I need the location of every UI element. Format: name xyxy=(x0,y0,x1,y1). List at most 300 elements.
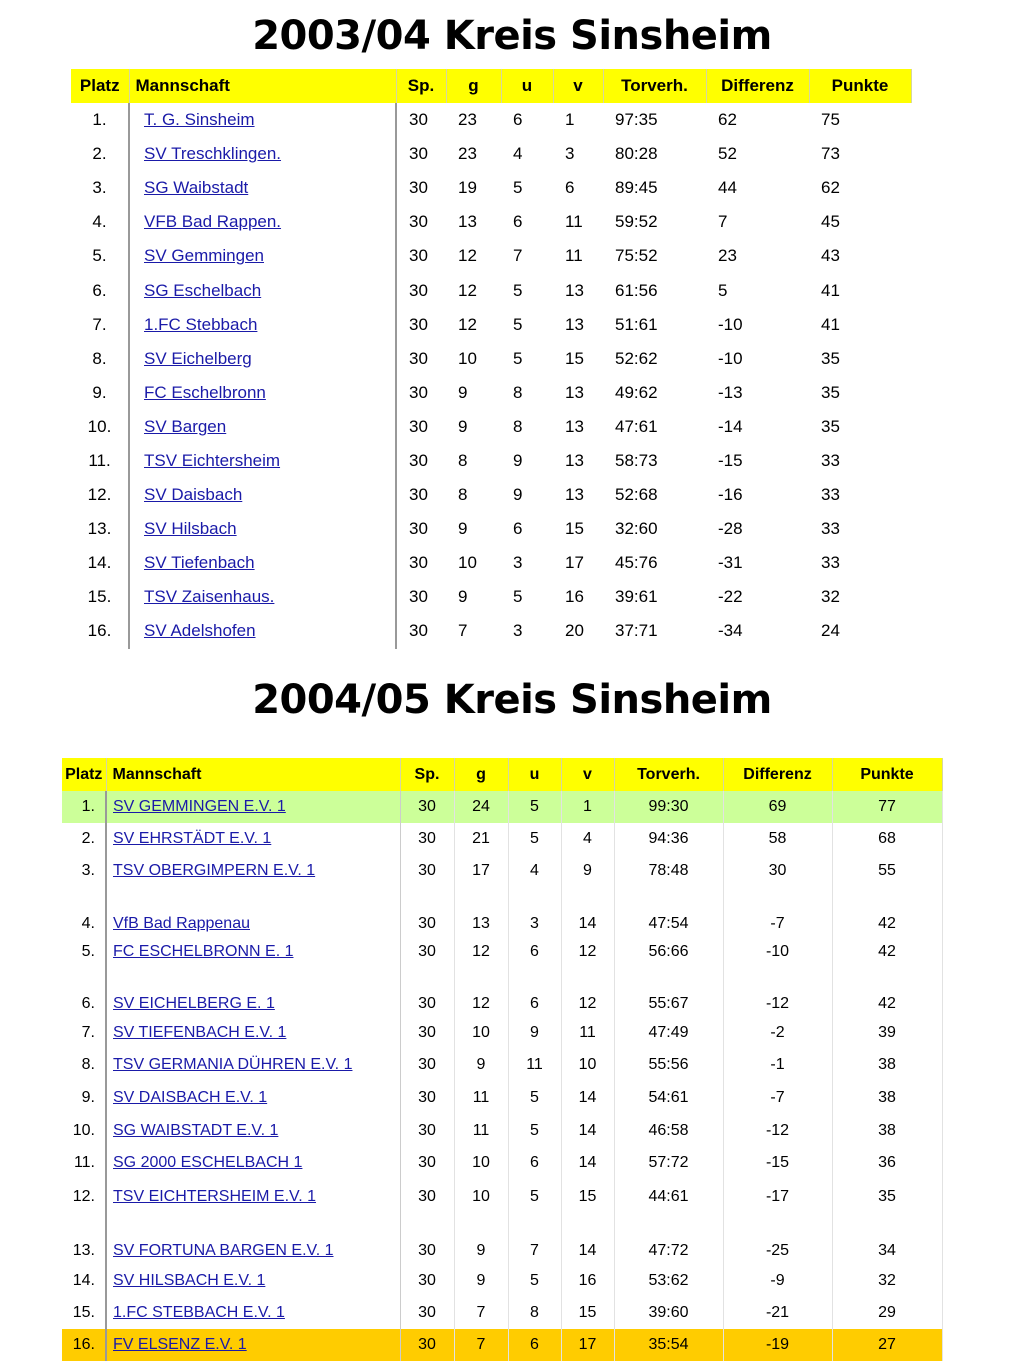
u-cell: 4 xyxy=(513,144,523,164)
punkte-cell: 32 xyxy=(832,1264,942,1297)
punkte-cell: 68 xyxy=(832,823,942,855)
u-cell: 11 xyxy=(508,1049,561,1081)
g-cell: 13 xyxy=(458,212,477,232)
team-link[interactable]: SV Bargen xyxy=(144,416,227,436)
g-cell: 24 xyxy=(454,791,508,823)
punkte-cell: 33 xyxy=(821,553,840,573)
team-cell xyxy=(106,1147,400,1179)
u-cell: 8 xyxy=(513,382,523,402)
punkte-cell: 45 xyxy=(821,212,840,232)
differenz-cell: -17 xyxy=(723,1179,832,1214)
torverh-cell: 59:52 xyxy=(615,212,658,232)
punkte-cell: 35 xyxy=(821,416,840,436)
header-differenz: Differenz xyxy=(706,69,809,103)
u-cell: 5 xyxy=(508,1264,561,1297)
u-cell: 5 xyxy=(513,280,523,300)
torverh-cell: 99:30 xyxy=(614,791,723,823)
team-link[interactable]: TSV Zaisenhaus. xyxy=(144,587,275,607)
sp-cell: 30 xyxy=(400,937,454,967)
platz-cell: 14. xyxy=(72,1271,95,1289)
platz-cell: 2. xyxy=(81,830,95,847)
torverh-cell: 49:62 xyxy=(615,382,658,402)
g-cell: 11 xyxy=(454,1115,508,1147)
v-cell: 17 xyxy=(561,1329,614,1361)
differenz-cell: 58 xyxy=(723,823,832,855)
differenz-cell: 44 xyxy=(718,178,737,198)
u-cell: 5 xyxy=(508,1081,561,1115)
header-g: g xyxy=(454,758,508,791)
team-link[interactable]: SV EICHELBERG E. 1 xyxy=(113,995,275,1012)
sp-cell: 30 xyxy=(400,967,454,1017)
table-row xyxy=(62,1329,942,1361)
team-link[interactable]: VFB Bad Rappen. xyxy=(144,212,282,232)
team-link[interactable]: FC Eschelbronn xyxy=(144,382,266,402)
differenz-cell: -7 xyxy=(723,887,832,937)
team-link[interactable]: SG Eschelbach xyxy=(144,280,262,300)
v-cell: 13 xyxy=(565,382,584,402)
v-cell: 20 xyxy=(565,621,584,641)
punkte-cell: 34 xyxy=(832,1214,942,1264)
punkte-cell: 35 xyxy=(832,1179,942,1214)
torverh-cell: 39:60 xyxy=(614,1297,723,1329)
platz-cell: 12. xyxy=(87,485,112,505)
team-link[interactable]: SV Eichelberg xyxy=(144,348,252,368)
v-cell: 14 xyxy=(561,1081,614,1115)
team-link[interactable]: TSV Eichtersheim xyxy=(144,450,281,470)
header-punkte: Punkte xyxy=(832,758,942,791)
team-cell xyxy=(129,614,396,648)
table-row xyxy=(71,410,911,444)
torverh-cell: 32:60 xyxy=(615,519,658,539)
header-punkte: Punkte xyxy=(809,69,911,103)
u-cell: 5 xyxy=(508,791,561,823)
table-header-row xyxy=(62,758,942,791)
g-cell: 13 xyxy=(454,887,508,937)
torverh-cell: 47:54 xyxy=(614,887,723,937)
team-link[interactable]: SV GEMMINGEN E.V. 1 xyxy=(113,798,286,815)
sp-cell: 30 xyxy=(409,348,428,368)
v-cell: 15 xyxy=(565,348,584,368)
table-row xyxy=(62,1214,942,1264)
sp-cell: 30 xyxy=(400,1147,454,1179)
v-cell: 13 xyxy=(565,485,584,505)
sp-cell: 30 xyxy=(409,519,428,539)
header-v: v xyxy=(561,758,614,791)
g-cell: 12 xyxy=(454,937,508,967)
punkte-cell: 35 xyxy=(821,382,840,402)
g-cell: 19 xyxy=(458,178,477,198)
u-cell: 6 xyxy=(508,967,561,1017)
table-row xyxy=(62,855,942,887)
platz-cell: 15. xyxy=(87,587,112,607)
u-cell: 6 xyxy=(508,1147,561,1179)
sp-cell: 30 xyxy=(409,450,428,470)
platz-cell: 2. xyxy=(92,144,107,164)
u-cell: 5 xyxy=(513,178,523,198)
team-cell xyxy=(129,239,396,273)
punkte-cell: 29 xyxy=(832,1297,942,1329)
sp-cell: 30 xyxy=(400,1214,454,1264)
team-cell xyxy=(129,512,396,546)
differenz-cell: 52 xyxy=(718,144,737,164)
torverh-cell: 78:48 xyxy=(614,855,723,887)
torverh-cell: 61:56 xyxy=(615,280,658,300)
team-link[interactable]: 1.FC Stebbach xyxy=(144,314,258,334)
sp-cell: 30 xyxy=(409,110,428,130)
u-cell: 9 xyxy=(508,1017,561,1049)
table-row xyxy=(62,967,942,1017)
team-cell xyxy=(106,1179,400,1214)
platz-cell: 3. xyxy=(81,862,95,879)
torverh-cell: 47:61 xyxy=(615,416,658,436)
v-cell: 15 xyxy=(565,519,584,539)
sp-cell: 30 xyxy=(400,1049,454,1081)
platz-cell: 9. xyxy=(81,1089,95,1106)
torverh-cell: 53:62 xyxy=(614,1264,723,1297)
table-row xyxy=(62,1147,942,1179)
u-cell: 6 xyxy=(513,110,523,130)
g-cell: 9 xyxy=(454,1214,508,1264)
differenz-cell: -16 xyxy=(718,485,743,505)
team-link[interactable]: TSV EICHTERSHEIM E.V. 1 xyxy=(113,1187,317,1205)
punkte-cell: 27 xyxy=(832,1329,942,1361)
header-u: u xyxy=(501,69,553,103)
table-row xyxy=(62,1297,942,1329)
table-row xyxy=(71,137,911,171)
differenz-cell: -22 xyxy=(718,587,743,607)
platz-cell: 5. xyxy=(92,246,107,266)
table-row xyxy=(62,823,942,855)
torverh-cell: 45:76 xyxy=(615,553,658,573)
team-link[interactable]: SV Gemmingen xyxy=(144,246,264,266)
g-cell: 10 xyxy=(458,553,477,573)
team-link[interactable]: SV HILSBACH E.V. 1 xyxy=(113,1271,266,1289)
g-cell: 7 xyxy=(458,621,468,641)
team-cell xyxy=(106,937,400,967)
g-cell: 23 xyxy=(458,110,477,130)
sp-cell: 30 xyxy=(409,212,428,232)
punkte-cell: 41 xyxy=(821,280,840,300)
g-cell: 10 xyxy=(458,348,477,368)
platz-cell: 13. xyxy=(87,519,112,539)
g-cell: 9 xyxy=(454,1264,508,1297)
team-link[interactable]: SV TIEFENBACH E.V. 1 xyxy=(113,1024,287,1041)
team-cell xyxy=(129,546,396,580)
differenz-cell: -15 xyxy=(723,1147,832,1179)
u-cell: 7 xyxy=(513,246,523,266)
season2-title: 2004/05 Kreis Sinsheim xyxy=(252,677,772,723)
differenz-cell: -15 xyxy=(718,450,743,470)
platz-cell: 11. xyxy=(73,1154,95,1171)
differenz-cell: 5 xyxy=(718,280,728,300)
platz-cell: 15. xyxy=(72,1304,95,1321)
differenz-cell: -10 xyxy=(718,348,743,368)
punkte-cell: 62 xyxy=(821,178,840,198)
punkte-cell: 33 xyxy=(821,450,840,470)
g-cell: 17 xyxy=(454,855,508,887)
sp-cell: 30 xyxy=(409,144,428,164)
platz-cell: 4. xyxy=(92,212,107,232)
platz-cell: 6. xyxy=(92,280,107,300)
v-cell: 11 xyxy=(561,1017,614,1049)
team-link[interactable]: SV Hilsbach xyxy=(144,519,237,539)
torverh-cell: 44:61 xyxy=(614,1179,723,1214)
team-cell xyxy=(106,791,400,823)
g-cell: 12 xyxy=(458,280,477,300)
sp-cell: 30 xyxy=(409,416,428,436)
differenz-cell: -1 xyxy=(723,1049,832,1081)
team-cell xyxy=(106,1017,400,1049)
header-platz: Platz xyxy=(62,758,106,791)
punkte-cell: 41 xyxy=(821,314,840,334)
torverh-cell: 47:72 xyxy=(614,1214,723,1264)
g-cell: 10 xyxy=(454,1147,508,1179)
g-cell: 21 xyxy=(454,823,508,855)
differenz-cell: 62 xyxy=(718,110,737,130)
team-link[interactable]: SG WAIBSTADT E.V. 1 xyxy=(113,1122,279,1139)
differenz-cell: 23 xyxy=(718,246,737,266)
platz-cell: 16. xyxy=(87,621,112,641)
table-row xyxy=(62,1115,942,1147)
team-link[interactable]: SG Waibstadt xyxy=(144,178,249,198)
table-row xyxy=(71,580,911,614)
v-cell: 3 xyxy=(565,144,575,164)
u-cell: 5 xyxy=(513,348,523,368)
platz-cell: 9. xyxy=(92,382,107,402)
punkte-cell: 24 xyxy=(821,621,840,641)
punkte-cell: 42 xyxy=(832,887,942,937)
punkte-cell: 75 xyxy=(821,110,840,130)
sp-cell: 30 xyxy=(409,280,428,300)
platz-cell: 6. xyxy=(81,995,95,1012)
differenz-cell: -21 xyxy=(723,1297,832,1329)
differenz-cell: -2 xyxy=(723,1017,832,1049)
torverh-cell: 47:49 xyxy=(614,1017,723,1049)
sp-cell: 30 xyxy=(409,382,428,402)
v-cell: 13 xyxy=(565,416,584,436)
torverh-cell: 56:66 xyxy=(614,937,723,967)
team-cell xyxy=(129,376,396,410)
punkte-cell: 38 xyxy=(832,1081,942,1115)
table-row xyxy=(71,239,911,273)
team-cell xyxy=(106,1081,400,1115)
platz-cell: 4. xyxy=(81,915,95,932)
team-link[interactable]: 1.FC STEBBACH E.V. 1 xyxy=(113,1304,285,1321)
v-cell: 10 xyxy=(561,1049,614,1081)
u-cell: 5 xyxy=(513,587,523,607)
sp-cell: 30 xyxy=(400,855,454,887)
table-row xyxy=(71,103,911,137)
team-link[interactable]: FC ESCHELBRONN E. 1 xyxy=(113,943,294,960)
team-link[interactable]: SV DAISBACH E.V. 1 xyxy=(113,1089,268,1106)
header-g: g xyxy=(446,69,501,103)
team-link[interactable]: SV Daisbach xyxy=(144,485,243,505)
table-row xyxy=(71,512,911,546)
team-link[interactable]: SV FORTUNA BARGEN E.V. 1 xyxy=(113,1242,334,1259)
table-row xyxy=(71,308,911,342)
team-cell xyxy=(106,1297,400,1329)
g-cell: 12 xyxy=(458,314,477,334)
header-u: u xyxy=(508,758,561,791)
punkte-cell: 35 xyxy=(821,348,840,368)
platz-cell: 12. xyxy=(72,1187,95,1205)
u-cell: 8 xyxy=(513,416,523,436)
differenz-cell: -34 xyxy=(718,621,743,641)
v-cell: 16 xyxy=(561,1264,614,1297)
u-cell: 3 xyxy=(513,553,523,573)
u-cell: 5 xyxy=(508,1179,561,1214)
team-link[interactable]: SG 2000 ESCHELBACH 1 xyxy=(113,1154,303,1171)
team-cell xyxy=(129,308,396,342)
punkte-cell: 33 xyxy=(821,485,840,505)
platz-cell: 14. xyxy=(87,553,112,573)
v-cell: 11 xyxy=(565,246,583,266)
punkte-cell: 42 xyxy=(832,937,942,967)
season1-title: 2003/04 Kreis Sinsheim xyxy=(252,13,772,59)
differenz-cell: -7 xyxy=(723,1081,832,1115)
table-row xyxy=(71,342,911,376)
punkte-cell: 36 xyxy=(832,1147,942,1179)
u-cell: 3 xyxy=(508,887,561,937)
sp-cell: 30 xyxy=(409,587,428,607)
sp-cell: 30 xyxy=(400,887,454,937)
header-v: v xyxy=(553,69,603,103)
team-link[interactable]: FV ELSENZ E.V. 1 xyxy=(113,1336,247,1353)
team-cell xyxy=(129,273,396,307)
v-cell: 4 xyxy=(561,823,614,855)
g-cell: 9 xyxy=(458,519,468,539)
differenz-cell: -28 xyxy=(718,519,743,539)
team-cell xyxy=(106,967,400,1017)
torverh-cell: 37:71 xyxy=(615,621,658,641)
header-mannschaft: Mannschaft xyxy=(106,758,400,791)
sp-cell: 30 xyxy=(409,621,428,641)
team-link[interactable]: VfB Bad Rappenau xyxy=(113,915,250,932)
team-link[interactable]: T. G. Sinsheim xyxy=(144,110,255,130)
torverh-cell: 75:52 xyxy=(615,246,658,266)
sp-cell: 30 xyxy=(409,485,428,505)
team-link[interactable]: TSV GERMANIA DÜHREN E.V. 1 xyxy=(113,1056,353,1073)
u-cell: 5 xyxy=(513,314,523,334)
torverh-cell: 89:45 xyxy=(615,178,658,198)
header-torverh: Torverh. xyxy=(603,69,706,103)
table-row xyxy=(71,273,911,307)
platz-cell: 7. xyxy=(92,314,107,334)
torverh-cell: 57:72 xyxy=(614,1147,723,1179)
u-cell: 6 xyxy=(508,1329,561,1361)
v-cell: 12 xyxy=(561,937,614,967)
header-sp: Sp. xyxy=(400,758,454,791)
punkte-cell: 55 xyxy=(832,855,942,887)
g-cell: 11 xyxy=(454,1081,508,1115)
team-cell xyxy=(106,1264,400,1297)
g-cell: 8 xyxy=(458,450,468,470)
punkte-cell: 42 xyxy=(832,967,942,1017)
sp-cell: 30 xyxy=(409,246,428,266)
g-cell: 7 xyxy=(454,1297,508,1329)
team-link[interactable]: TSV OBERGIMPERN E.V. 1 xyxy=(113,862,316,879)
torverh-cell: 58:73 xyxy=(615,450,658,470)
season2-standings-table xyxy=(62,758,943,1361)
header-differenz: Differenz xyxy=(723,758,832,791)
differenz-cell: -12 xyxy=(723,1115,832,1147)
team-cell xyxy=(106,1115,400,1147)
platz-cell: 13. xyxy=(72,1242,95,1259)
v-cell: 16 xyxy=(565,587,584,607)
team-cell xyxy=(106,887,400,937)
differenz-cell: -31 xyxy=(718,553,743,573)
v-cell: 17 xyxy=(565,553,584,573)
team-cell xyxy=(106,823,400,855)
torverh-cell: 97:35 xyxy=(615,110,658,130)
team-link[interactable]: SV Treschklingen. xyxy=(144,144,282,164)
u-cell: 6 xyxy=(513,212,523,232)
differenz-cell: -19 xyxy=(723,1329,832,1361)
team-cell xyxy=(106,855,400,887)
g-cell: 10 xyxy=(454,1179,508,1214)
team-link[interactable]: SV EHRSTÄDT E.V. 1 xyxy=(113,830,272,847)
table-row xyxy=(62,887,942,937)
table-row xyxy=(62,1017,942,1049)
u-cell: 5 xyxy=(508,1115,561,1147)
u-cell: 5 xyxy=(508,823,561,855)
torverh-cell: 52:62 xyxy=(615,348,658,368)
team-cell xyxy=(129,137,396,171)
differenz-cell: 7 xyxy=(718,212,728,232)
torverh-cell: 35:54 xyxy=(614,1329,723,1361)
g-cell: 9 xyxy=(458,416,468,436)
v-cell: 1 xyxy=(561,791,614,823)
header-platz: Platz xyxy=(71,69,129,103)
table-header-row xyxy=(71,69,911,103)
differenz-cell: -10 xyxy=(723,937,832,967)
differenz-cell: -25 xyxy=(723,1214,832,1264)
sp-cell: 30 xyxy=(400,791,454,823)
v-cell: 13 xyxy=(565,450,584,470)
platz-cell: 10. xyxy=(72,1122,95,1139)
v-cell: 15 xyxy=(561,1179,614,1214)
team-cell xyxy=(129,171,396,205)
v-cell: 12 xyxy=(561,967,614,1017)
g-cell: 12 xyxy=(454,967,508,1017)
torverh-cell: 39:61 xyxy=(615,587,658,607)
torverh-cell: 80:28 xyxy=(615,144,658,164)
u-cell: 8 xyxy=(508,1297,561,1329)
platz-cell: 7. xyxy=(81,1024,95,1041)
v-cell: 14 xyxy=(561,1147,614,1179)
punkte-cell: 77 xyxy=(832,791,942,823)
team-link[interactable]: SV Adelshofen xyxy=(144,621,256,641)
v-cell: 14 xyxy=(561,887,614,937)
sp-cell: 30 xyxy=(409,553,428,573)
table-row xyxy=(71,444,911,478)
sp-cell: 30 xyxy=(409,178,428,198)
differenz-cell: -10 xyxy=(718,314,743,334)
team-cell xyxy=(129,342,396,376)
g-cell: 9 xyxy=(454,1049,508,1081)
table-row xyxy=(62,937,942,967)
u-cell: 6 xyxy=(513,519,523,539)
torverh-cell: 94:36 xyxy=(614,823,723,855)
platz-cell: 1. xyxy=(62,791,106,823)
punkte-cell: 73 xyxy=(821,144,840,164)
platz-cell: 16. xyxy=(62,1329,106,1361)
team-link[interactable]: SV Tiefenbach xyxy=(144,553,255,573)
v-cell: 14 xyxy=(561,1115,614,1147)
punkte-cell: 38 xyxy=(832,1115,942,1147)
team-cell xyxy=(129,103,396,137)
sp-cell: 30 xyxy=(409,314,428,334)
